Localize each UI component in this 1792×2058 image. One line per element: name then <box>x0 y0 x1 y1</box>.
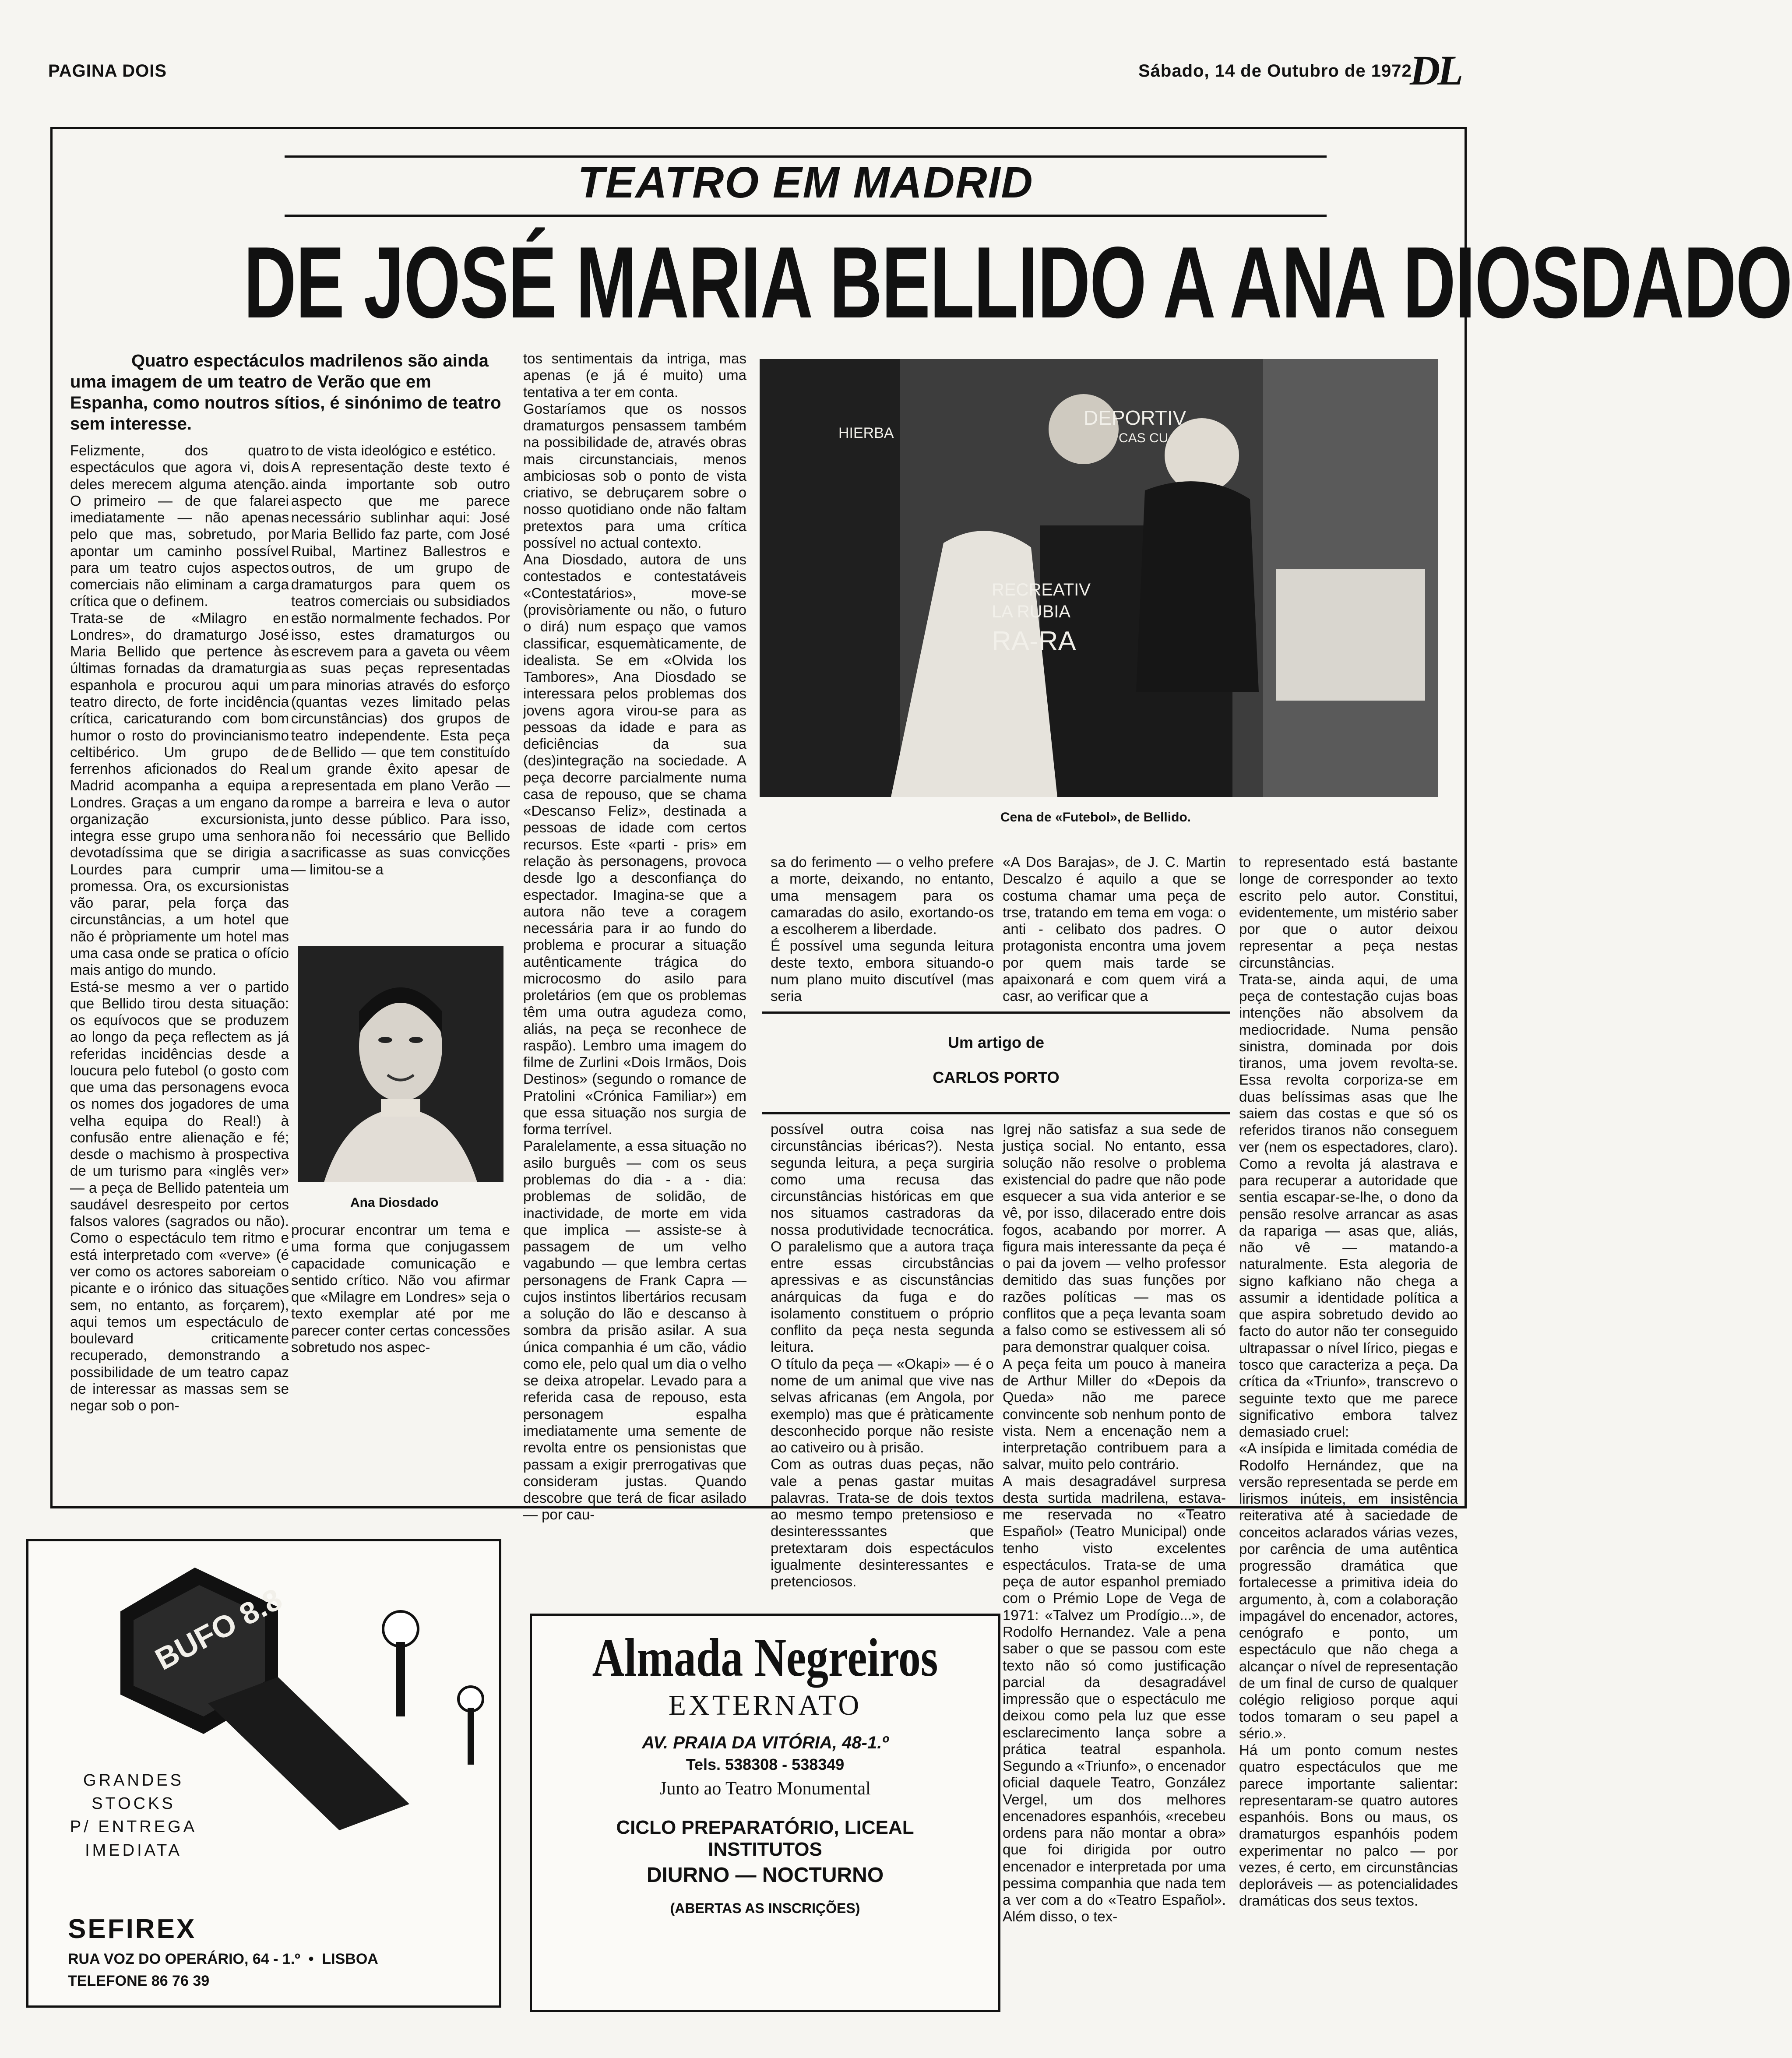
sign-recreativ: RECREATIV <box>992 580 1091 599</box>
article-column-1: Felizmente, dos quatro espectáculos que agora vi, dois deles merecem alguma atenção. O primeiro — de que falarei imediatamente — não apenas pelo que mas, sobretudo, por apontar um caminho possível para um teatro cujos aspectos comerciais não eliminam a carga crítica que o definem. Trata-se de «Milagro en Londres», do dramaturgo José Maria Bellido que pertence às últimas fornadas da dramaturgia espanhola e procurou aqui um teatro directo, de forte incidência crítica, caricaturando com bom humor o rosto do provincianismo celtibérico. Um grupo de ferrenhos aficionados do Real Madrid acompanha a equipa a Londres. Graças a um engano da organização excursionista, integra esse grupo uma senhora devotadíssima que se dirigia a Lourdes para cumprir uma promessa. Ora, os excursionistas vão parar, pela força das circunstâncias, a um hotel que não é pròpriamente um hotel mas uma casa onde se pratica o ofício mais antigo do mundo. Está-se mesmo a ver o partido que Bellido tirou desta situação: os equívocos que se produzem ao longo da peça reflectem as já referidas incidências desde a loucura pelo futebol (o gosto com que uma das personagens evoca os nomes dos jogadores de uma velha equipa do Real!) à confusão entre alienação e fé; desde o machismo à prospectiva de um turismo para «inglês ver» — a peça de Bellido patenteia um saudável desrespeito por certos falsos valores (sagrados ou não). Como o espectáculo tem ritmo e está interpretado com «verve» (é ver como os actores saboreiam o picante e o irónico das situações sem, no entanto, as forçarem), aqui temos um espectáculo de boulevard criticamente recuperado, demonstrando a possibilidade de um teatro capaz de interessar as massas sem se negar sob o pon- <box>70 442 289 1414</box>
almada-institutes: INSTITUTOS <box>708 1839 822 1860</box>
almada-phones: Tels. 538308 - 538349 <box>686 1755 845 1773</box>
stage-photo-caption: Cena de «Futebol», de Bellido. <box>1000 810 1191 825</box>
article-column-2: to de vista ideológico e estético. A representação deste texto é ainda importante sob outro aspecto que me parece necessário sublinhar aqui: José Maria Bellido faz parte, com José Ruibal, Martinez Ballestros e outros, de um grupo de dramaturgos para quem os teatros comerciais ou subsidiados estão normalmente fechados. Por isso, estes dramaturgos ou escrevem para a gaveta ou vêem as suas peças representadas para minorias através do esforço (quantas vezes limitado pelas circunstâncias) dos grupos de teatro independente. Esta peça de Bellido — que tem constituído um grande êxito apesar de representada em plano Verão — rompe a barreira e leva o autor junto desse público. Para isso, não foi necessário que Bellido sacrificasse as suas convicções — limitou-se a <box>291 442 510 877</box>
almada-enrolment: (ABERTAS AS INSCRIÇÕES) <box>670 1900 860 1916</box>
stage-photo-futebol <box>760 359 1438 797</box>
byline-rule-top <box>762 1011 1230 1014</box>
almada-name: Almada Negreiros <box>592 1628 938 1688</box>
section-rule-bottom <box>285 215 1327 217</box>
stage-photo-image <box>760 359 1438 797</box>
sefirex-tagline-4: IMEDIATA <box>85 1841 182 1860</box>
portrait-image <box>298 946 503 1182</box>
portrait-ana-diosdado <box>298 946 503 1182</box>
article-column-8: Igrej não satisfaz a sua sede de justiça social. No entanto, essa solução não resolve o problema existencial do padre que não pode esquecer a sua vida anterior e se vê, por isso, dilacerado entre dois fogos, acabando por morrer. A figura mais interessante da peça é o pai da jovem — velho professor demitido das suas funções por razões políticas — mas os conflitos que a peça levanta soam a falso como se estivessem ali só para demonstrar qualquer coisa. A peça feita um pouco à maneira de Arthur Miller do «Depois da Queda» não me parece convincente sob nenhum ponto de vista. Nem a encenação nem a interpretação contribuem para a salvar, muito pelo contrário. A mais desagradável surpresa desta surtida madrilena, estava-me reservada no «Teatro Español» (Teatro Municipal) onde tenho visto excelentes espectáculos. Trata-se de uma peça de autor espanhol premiado com o Prémio Lope de Vega de 1971: «Talvez um Prodígio...», de Rodolfo Hernandez. Vale a pena saber o que se passou com este texto não só como justificação parcial da desagradável impressão que o espectáculo me deixou como pela luz que esse esclarecimento lança sobre a prática teatral espanhola. Segundo a «Triunfo», o encenador oficial daquele Teatro, González Vergel, um dos melhores encenadores espanhóis, «recebeu ordens para não montar a obra» que foi dirigida por outro encenador e interpretada por uma pessima companhia que nada tem a ver com a do «Teatro Español». Além disso, o tex- <box>1003 1121 1226 1925</box>
lede: Quatro espectáculos madrilenos são ainda uma imagem de um teatro de Verão que em Espanha, como noutros sítios, é sinónimo de teatro sem interesse. <box>70 351 501 433</box>
sefirex-tagline-1: GRANDES <box>83 1771 184 1790</box>
sefirex-brand: SEFIREX <box>68 1914 197 1944</box>
almada-address: AV. PRAIA DA VITÓRIA, 48-1.º <box>642 1733 888 1752</box>
portrait-caption: Ana Diosdado <box>350 1195 439 1210</box>
sefirex-tagline-3: P/ ENTREGA <box>70 1818 197 1836</box>
article-column-7: possível outra coisa nas circunstâncias ibéricas?). Nesta segunda leitura, a peça surgiria como uma recusa das circunstâncias históricas em que nos situamos castradoras da nossa produtividade tecnocrática. O paralelismo que a autora traça entre essas circubstâncias apressivas e as ciscunstâncias anárquicas da fuga e do isolamento constituem o próprio conflito da peça nesta segunda leitura. O título da peça — «Okapi» — é o nome de um animal que vive nas selvas africanas (em Angola, por exemplo) mas que é pràticamente desconhecido porque não resiste ao cativeiro ou à prisão. Com as outras duas peças, não vale a penas gastar muitas palavras. Trata-se de dois textos ao mesmo tempo pretensioso e desinteresssantes que pretextaram dois espectáculos igualmente desinteressantes e pretenciosos. <box>771 1121 994 1590</box>
newspaper-logo: DL <box>1410 47 1461 94</box>
article-column-3: tos sentimentais da intriga, mas apenas (e já é muito) uma tentativa a ter em conta. Gostaríamos que os nossos dramaturgos pensassem também na possibilidade de, através obras mais circunstanciais, menos ambiciosas sob o ponto de vista criativo, se debruçarem sobre o nosso quotidiano onde não faltam pretextos para uma crítica possível no actual contexto. Ana Diosdado, autora de uns contestados e contestatáveis «Contestatários», move-se (provisòriamente ou não, o futuro o dirá) num espaço que vamos classificar, esquemàticamente, de idealista. Se em «Olvida los Tambores», Ana Diosdado se interessara pelos problemas dos jovens agora virou-se para as pessoas da idade e para as deficiências da sua (des)integração na sociedade. A peça decorre parcialmente numa casa de repouso, que se chama «Descanso Feliz», destinada a pessoas de idade com certos recursos. Este «parti - pris» em relação às personagens, provoca desde lgo a desconfiança do espectador. Imagina-se que a autora não teve a coragem necessária para ir ao fundo do problema e procurar a situação autênticamente trágica do microcosmo do asilo para proletários (em que os problemas têm uma outra agudeza como, aliás, na peça se reconhece de raspão). Lembro uma imagem do filme de Zurlini «Dois Irmãos, Dois Destinos» (segundo o romance de Pratolini «Crónica Familiar») em que essa situação nos surgia de forma terrível. Paralelamente, a essa situação no asilo burguês — com os seus problemas do dia - a - dia: problemas de solidão, de inactividade, de morte em vida que implica — assiste-se à passagem de um velho vagabundo — que lembra certas personagens de Frank Capra — cujos instintos libertários recusam a solução do lão e descanso à sombra da prisão asilar. A sua única companhia é um cão, vádio como ele, pelo qual um dia o velho se deixa atropelar. Levado para a referida casa de repouso, esta personagem espalha imediatamente uma semente de revolta entre os pensionistas que passam a exigir prerrogativas que consideram justas. Quando descobre que terá de ficar asilado — por cau- <box>523 350 746 1523</box>
sefirex-tagline-2: STOCKS <box>92 1794 176 1813</box>
page-label: PAGINA DOIS <box>48 61 167 81</box>
issue-date: Sábado, 14 de Outubro de 1972 <box>1138 61 1412 81</box>
sign-cas-cu: CAS CU <box>1119 431 1169 445</box>
sign-ra-ra: RA-RA <box>992 626 1076 656</box>
almada-location: Junto ao Teatro Monumental <box>659 1779 871 1799</box>
article-column-5: «A Dos Barajas», de J. C. Martin Descalzo é aquilo a que se costuma chamar uma peça de trse, tratando em tema em voga: o anti - celibato dos padres. O protagonista encontra uma jovem por quem mais tarde se apaixonará e com quem virá a casr, ao verificar que a <box>1003 854 1226 1004</box>
section-title: TEATRO EM MADRID <box>577 158 1034 207</box>
sefirex-phone: TELEFONE 86 76 39 <box>68 1973 210 1989</box>
sefirex-address: RUA VOZ DO OPERÁRIO, 64 - 1.º • LISBOA <box>68 1951 378 1967</box>
article-column-4: sa do ferimento — o velho prefere a morte, deixando, no entanto, uma mensagem para os camaradas do asilo, exortando-os a escolherem a liberdade. É possível uma segunda leitura deste texto, embora situando-o num plano muito discutível (mas seria <box>771 854 994 1004</box>
byline-intro: Um artigo de <box>947 1033 1045 1051</box>
ad-sefirex <box>26 1539 501 2008</box>
article-column-6: to representado está bastante longe de corresponder ao texto escrito pelo autor. Constitui, evidentemente, um mistério saber por que o autor deixou representar a peça nestas circunstâncias. Trata-se, ainda aqui, de uma peça de contestação cujas boas intenções não absolvem da mediocridade. Numa pensão sinistra, dominada por dois tiranos, uma jovem revolta-se. Essa revolta corporiza-se em duas belíssimas asas que lhe saiem das costas e que só os referidos tiranos não conseguem ver (nem os espectadores, claro). Como a revolta já alastrava e para recuperar a autoridade que sentia escapar-se-lhe, o dono da pensão resolve arrancar as asas da rapariga — asas que, aliás, não vê — matando-a naturalmente. Esta alegoria de signo kafkiano não chega a assumir a identidade política a que aspira sobretudo devido ao facto do autor não ter conseguido ultrapassar o nível lírico, piegas e tosco que caracteriza a peça. Da crítica da «Triunfo», transcrevo o seguinte texto que me parece significativo embora talvez demasiado cruel: «A insípida e limitada comédia de Rodolfo Hernández, que na versão representada se perde em lirismos inúteis, em insistência reiterativa até à saciedade de conceitos aclarados várias vezes, por carência de uma autêntica progressão dramática que fortalecesse a primitiva ideia do argumento, à, com a colaboração impagável do encenador, actores, cenógrafo e ponto, um espectáculo que não chega a alcançar o nível de representação de um final de curso de qualquer colégio religioso porque aqui todos tomaram o seu papel a sério.». Há um ponto comum nestes quatro espectáculos que me parece importante salientar: representaram-se quatro autores espanhóis. Bons ou maus, os dramaturgos espanhóis podem experimentar no palco — por vezes, é certo, em circunstâncias deploráveis — as potencialidades dramáticas dos seus textos. <box>1239 854 1458 1909</box>
ad-almada-negreiros <box>530 1614 1000 2012</box>
almada-schedule: DIURNO — NOCTURNO <box>646 1864 884 1887</box>
byline-rule-bottom <box>762 1112 1230 1114</box>
headline: DE JOSÉ MARIA BELLIDO A ANA DIOSDADO <box>243 226 1792 339</box>
almada-levels: CICLO PREPARATÓRIO, LICEAL <box>616 1817 914 1838</box>
byline-author: CARLOS PORTO <box>933 1068 1060 1086</box>
sign-la-rubia: LA RUBIA <box>992 602 1071 621</box>
bolt-marking: BUFO 8.8 <box>149 1582 288 1677</box>
article-column-2-continued: procurar encontrar um tema e uma forma que conjugassem capacidade comunicação e sentido crítico. Não vou afirmar que «Milagre em Londres» seja o texto exemplar até por me parecer conter certas concessões sobretudo nos aspec- <box>291 1222 510 1355</box>
sign-hierba: HIERBA <box>838 425 894 441</box>
almada-type: EXTERNATO <box>668 1689 862 1721</box>
sign-deportiv: DEPORTIV <box>1084 406 1186 429</box>
